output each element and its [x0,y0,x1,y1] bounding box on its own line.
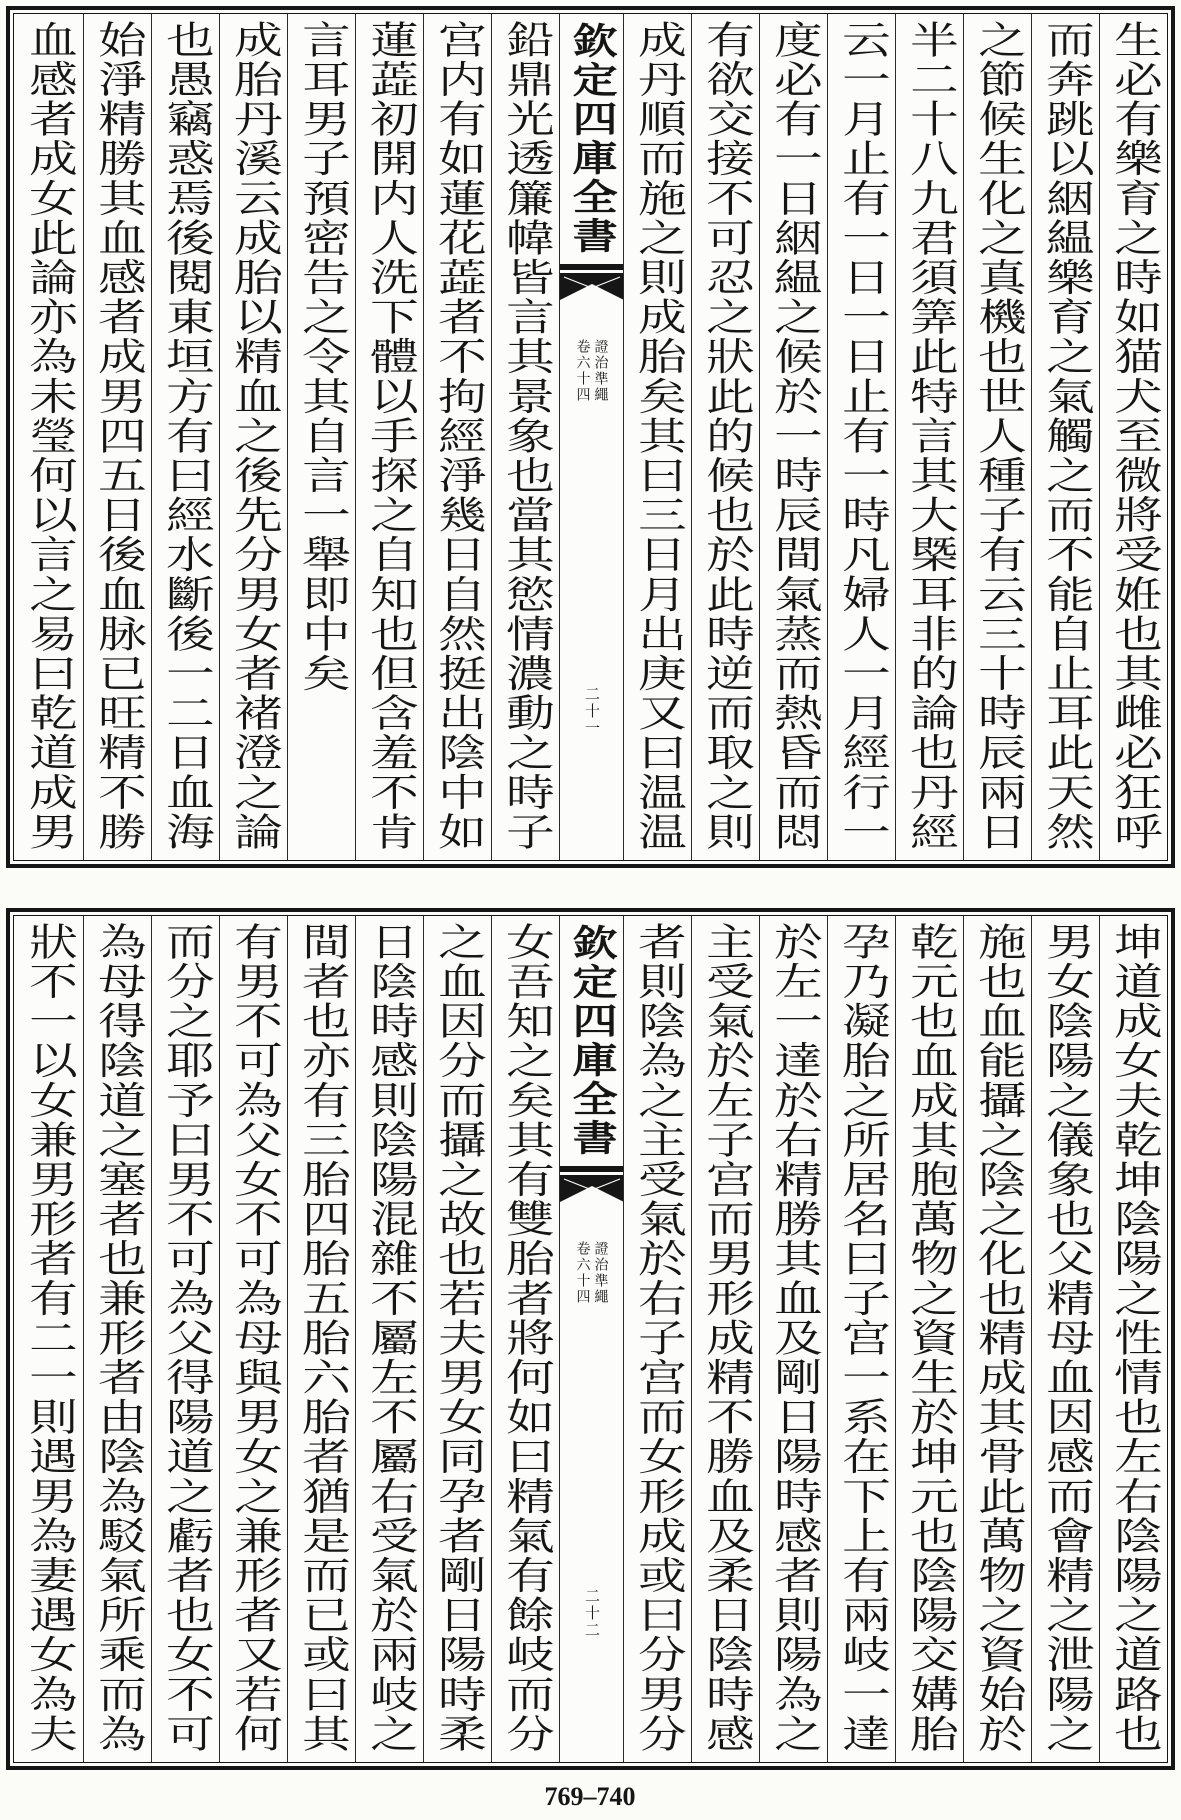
text-column [423,14,491,860]
column-text: 主受氣於左子宫而男形成精不勝血及柔日陰時感 [697,922,754,1754]
text-column [151,14,219,860]
text-frame [13,13,1168,861]
column-text: 半二十八九君須筭此特言其大槩耳非的論也丹經 [901,20,958,852]
text-column [691,14,759,860]
volume-label: 卷六十四 [574,339,591,403]
column-text: 成丹順而施之則成胎矣其曰三日月出庚又曰温温 [629,20,686,852]
text-column [759,14,827,860]
text-column [895,14,963,860]
text-column [623,14,691,860]
text-column [827,14,895,860]
text-column [895,916,963,1762]
column-text: 言耳男子預密告之令其自言一舉即中矣 [293,20,350,694]
column-text: 始淨精勝其血感者成男四五日後血脉已旺精不勝 [89,20,146,852]
column-text: 狀不一以女兼男形者有二一則遇男為妻遇女為夫 [20,922,78,1754]
column-text: 而分之耶予曰男不可為父得陽道之虧者也女不可 [157,922,214,1754]
column-text: 蓮蕋初開内人洗下體以手探之自知也但含羞不肯 [361,20,418,852]
column-text: 施也血能攝之陰之化也精成其骨此萬物之資始於 [969,922,1026,1754]
column-text: 之血因分而攝之故也若夫男女同孕者剛日陽時柔 [429,922,486,1754]
column-text: 間者也亦有三胎四胎五胎六胎者猶是而已或曰其 [293,922,350,1754]
collection-title: 欽定四庫全書 [565,22,618,256]
text-column [355,14,423,860]
column-text: 而奔跳以絪緼樂育之氣觸之而不能自止耳此天然 [1037,20,1094,852]
column-text: 坤道成女夫乾坤陰陽之性情也左右陰陽之道路也 [1105,922,1162,1754]
column-text: 男女陰陽之儀象也父精母血因感而會精之泄陽之 [1037,922,1094,1754]
text-column [15,916,83,1762]
page-panel-bottom [6,908,1175,1770]
text-column [623,916,691,1762]
text-column [827,916,895,1762]
text-column [151,916,219,1762]
text-column [491,916,559,1762]
volume-label: 卷六十四 [574,1241,591,1305]
center-banner [559,14,623,860]
center-banner [559,916,623,1762]
book-name: 證治準繩 [592,1241,609,1305]
page-number: 769–740 [544,1782,636,1811]
book-name: 證治準繩 [592,339,609,403]
text-column [219,916,287,1762]
text-column [219,14,287,860]
column-text: 孕乃凝胎之所居名曰子宫一系在下上有兩岐一達 [833,922,890,1754]
fishtail-ornament-icon [560,264,623,304]
leaf-number: 二十二 [583,1588,601,1639]
column-text: 宫内有如蓮花蕋者不拘經淨幾日自然挺出陰中如 [429,20,486,852]
text-column [83,14,151,860]
book-info [560,1241,623,1305]
column-text: 云一月止有一日一日止有一時凡婦人一月經行一 [833,20,890,852]
text-column [423,916,491,1762]
text-frame [13,915,1168,1763]
column-text: 有男不可為父女不可為母與男女之兼形者又若何 [225,922,282,1754]
text-column [1031,916,1099,1762]
text-column [1099,916,1167,1762]
text-column [287,14,355,860]
column-text: 於左一達於右精勝其血及剛日陽時感者則陽為之 [765,922,822,1754]
text-column [759,916,827,1762]
column-text: 女吾知之矣其有雙胎者將何如曰精氣有餘岐而分 [497,922,554,1754]
column-text: 度必有一日絪緼之候於一時辰間氣蒸而熱昏而悶 [765,20,822,852]
column-text: 日陰時感則陰陽混雜不屬左不屬右受氣於兩岐之 [361,922,418,1754]
page-panel-top [6,6,1175,868]
text-column [963,916,1031,1762]
column-text: 有欲交接不可忍之狀此的候也於此時逆而取之則 [697,20,754,852]
column-text: 之節候生化之真機也世人種子有云三十時辰兩日 [969,20,1026,852]
text-column [491,14,559,860]
text-column [355,916,423,1762]
column-text: 鉛鼎光透簾幃皆言其景象也當其慾情濃動之時子 [497,20,554,852]
column-text: 成胎丹溪云成胎以精血之後先分男女者褚澄之論 [225,20,282,852]
text-column [691,916,759,1762]
book-info [560,339,623,403]
text-column [83,916,151,1762]
column-text: 也愚竊惑焉後閱東垣方有曰經水斷後一二日血海 [157,20,214,852]
column-text: 者則陰為之主受氣於右子宫而女形成或曰分男分 [629,922,686,1754]
text-column [963,14,1031,860]
collection-title: 欽定四庫全書 [565,924,618,1158]
leaf-number: 二十一 [583,686,601,737]
column-text: 乾元也血成其胞萬物之資生於坤元也陰陽交媾胎 [901,922,958,1754]
text-column [1099,14,1167,860]
text-column [15,14,83,860]
column-text: 為母得陰道之塞者也兼形者由陰為駁氣所乘而為 [89,922,146,1754]
column-text: 血感者成女此論亦為未瑩何以言之易曰乾道成男 [20,20,78,852]
text-column [287,916,355,1762]
column-text: 生必有樂育之時如猫犬至微將受姙也其雌必狂呼 [1105,20,1162,852]
text-column [1031,14,1099,860]
fishtail-ornament-icon [560,1166,623,1206]
